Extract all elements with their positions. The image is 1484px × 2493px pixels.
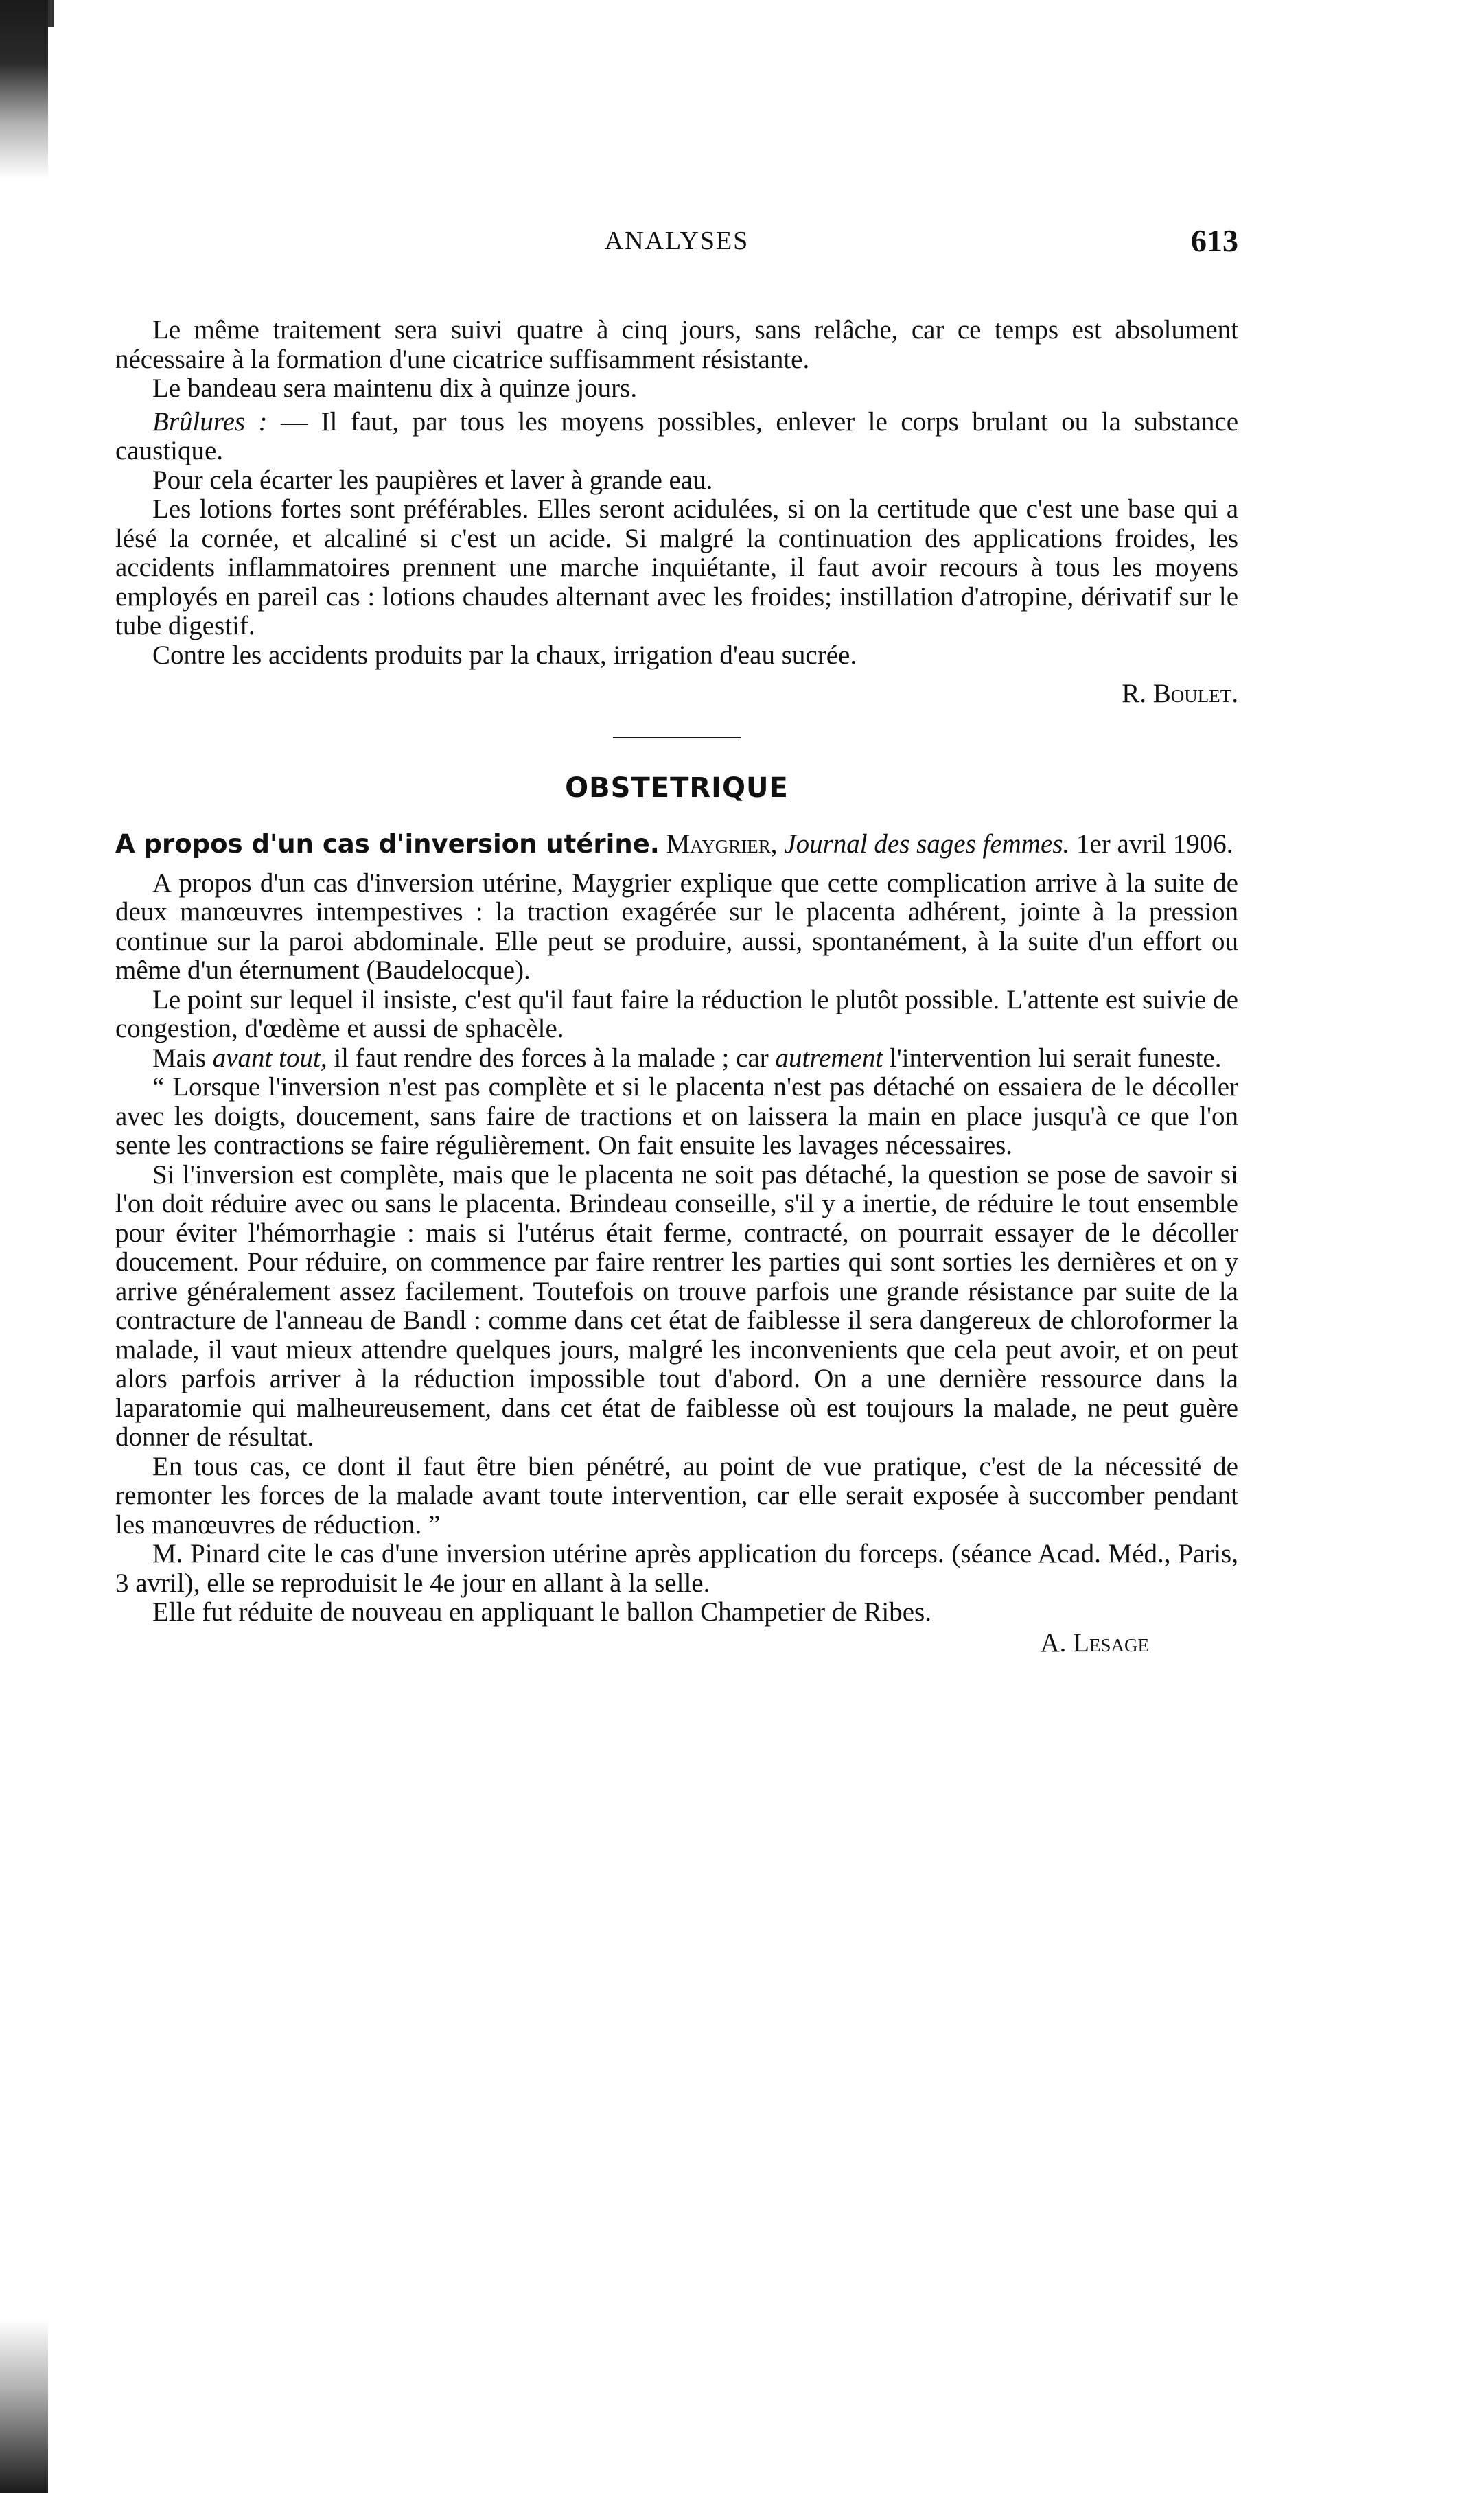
paragraph [115, 1044, 1238, 1074]
paragraph: Elle fut réduite de nouveau en appliquant le ballon Champetier de Ribes. [152, 1597, 931, 1627]
page-number: 613 [1191, 223, 1238, 258]
section-divider [613, 737, 741, 738]
article-heading [115, 830, 1238, 859]
section-title: OBSTETRIQUE [565, 772, 789, 804]
scan-edge-top [0, 0, 48, 178]
paragraph: Le point sur lequel il insiste, c'est qu'il faut faire la réduction le plutôt possible. L'attente est suivie de congestion, d'œdème et aussi de sphacèle. [115, 984, 1238, 1043]
paragraph-text: l'intervention lui serait funeste. [883, 1043, 1222, 1073]
section-eye-treatment [115, 316, 1238, 709]
article-date: 1er avril 1906. [1076, 829, 1233, 859]
paragraph: Le même traitement sera suivi quatre à cinq jours, sans relâche, car ce temps est absolument nécessaire à la formation d'une cicatrice suffisamment résistante. [115, 315, 1238, 374]
signature: A. Lesage [1040, 1627, 1149, 1658]
paragraph: Si l'inversion est complète, mais que le placenta ne soit pas détaché, la question se pose de savoir si l'on doit réduire avec ou sans le placenta. Brindeau conseille, s'il y a inertie, de réduire le tout ensemble pour éviter l'hémorrhagie : mais si l'utérus était ferme, contracté, on pourrait essayer de le décoller doucement. Pour réduire, on commence par faire rentrer les parties qui sont sorties les dernières et on y arrive généralement assez facilement. Toutefois on trouve parfois une grande résistance par suite de la contracture de l'anneau de Bandl : comme dans cet état de faiblesse il sera dangereux de chloroformer la malade, il vaut mieux attendre quelques jours, malgré les inconvenients que cela peut avoir, et on peut alors parfois arriver à la réduction impossible tout d'abord. On a une dernière ressource dans la laparatomie qui malheureusement, dans cet état de faiblesse où est toujours la malade, ne peut guère donner de résultat. [115, 1159, 1238, 1452]
emphasis: autrement [775, 1043, 883, 1073]
paragraph: Pour cela écarter les paupières et laver à grande eau. [152, 465, 713, 495]
paragraph: A propos d'un cas d'inversion utérine, Maygrier explique que cette complication arrive à la suite de deux manœuvres intempestives : la traction exagérée sur le placenta adhérent, jointe à la pression continue sur la paroi abdominale. Elle peut se produire, aussi, spontanément, à la suite d'un effort ou même d'un éternument (Baudelocque). [115, 868, 1238, 985]
article-title: A propos d'un cas d'inversion utérine. [115, 829, 660, 859]
signature: R. Boulet. [1122, 679, 1238, 708]
paragraph: Le bandeau sera maintenu dix à quinze jours. [152, 373, 638, 403]
document-page [115, 220, 1238, 1658]
paragraph-text: il faut rendre des forces à la malade ; car [327, 1043, 776, 1073]
article-journal: Journal des sages femmes. [784, 829, 1070, 859]
paragraph: “ Lorsque l'inversion n'est pas complète et si le placenta n'est pas détaché on essaiera de le décoller avec les doigts, doucement, sans faire de tractions et on laissera la main en place jusqu'à ce que l'on sente les contractions se faire régulièrement. On fait ensuite les lavages nécessaires. [115, 1072, 1238, 1160]
section-obstetrique [115, 774, 1238, 1658]
paragraph: En tous cas, ce dont il faut être bien pénétré, au point de vue pratique, c'est de la nécessité de remonter les forces de la malade avant toute intervention, car elle serait exposée à succomber pendant les manœuvres de réduction. ” [115, 1451, 1238, 1540]
article-author: Maygrier, [666, 829, 778, 859]
paragraph-text: — Il faut, par tous les moyens possibles, enlever le corps brulant ou la substance caustique. [115, 406, 1239, 465]
scan-edge-mark [48, 0, 54, 27]
brulures-label: Brûlures : [152, 406, 268, 437]
emphasis: avant tout, [212, 1043, 327, 1073]
scan-edge-bottom [0, 2320, 48, 2493]
paragraph: Contre les accidents produits par la chaux, irrigation d'eau sucrée. [152, 640, 857, 670]
page-header [115, 223, 1238, 268]
running-head: ANALYSES [604, 227, 750, 255]
paragraph-brulures [115, 408, 1238, 466]
paragraph: M. Pinard cite le cas d'une inversion utérine après application du forceps. (séance Acad. Méd., Paris, 3 avril), elle se reproduisit le 4e jour en allant à la selle. [115, 1539, 1238, 1598]
paragraph: Les lotions fortes sont préférables. Elles seront acidulées, si on la certitude que c'est une base qui a lésé la cornée, et alcaliné si c'est un acide. Si malgré la continuation des applications froides, les accidents inflammatoires prennent une marche inquiétante, il faut avoir recours à tous les moyens employés en pareil cas : lotions chaudes alternant avec les froides; instillation d'atropine, dérivatif sur le tube digestif. [115, 494, 1238, 640]
paragraph-text: Mais [152, 1043, 213, 1073]
